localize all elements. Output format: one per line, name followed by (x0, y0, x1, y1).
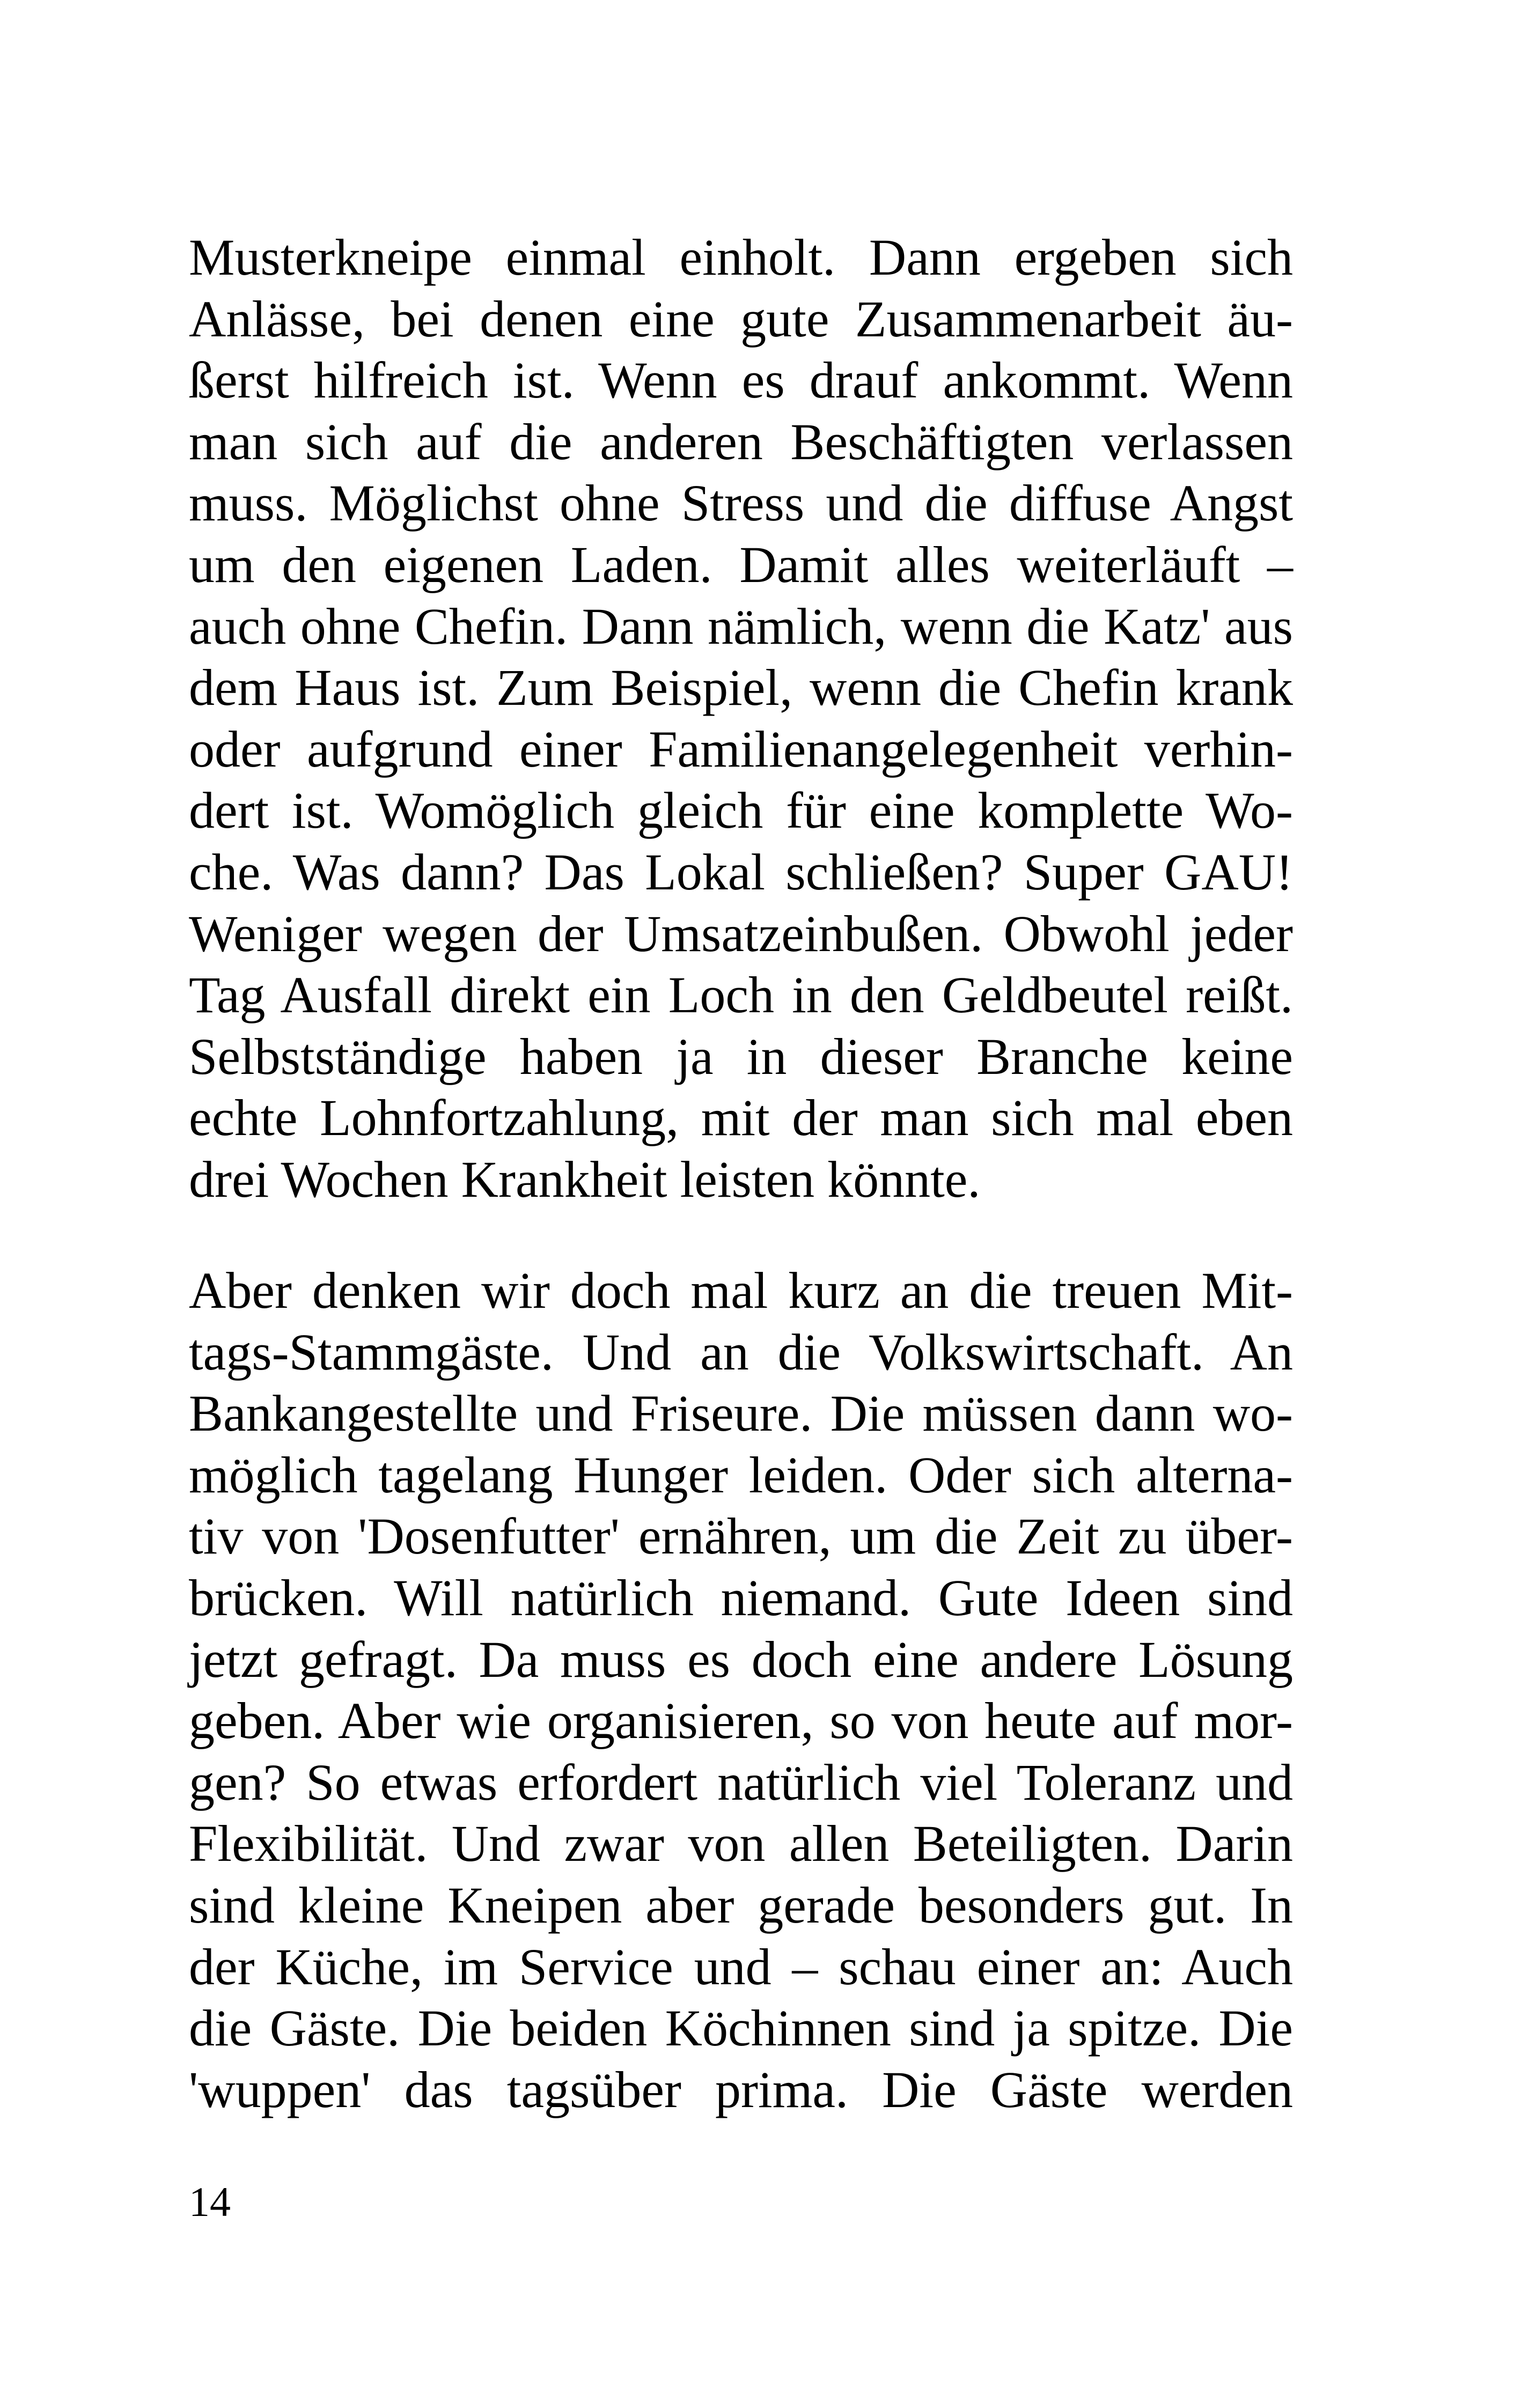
text-line: tags-Stammgäste. Und an die Volkswirtschaft. An (189, 1323, 1293, 1381)
paragraph-1 (189, 227, 1293, 1211)
text-line: Flexibilität. Und zwar von allen Beteiligten. Darin (189, 1815, 1293, 1873)
text-line: Bankangestellte und Friseure. Die müssen dann wo- (189, 1385, 1293, 1442)
text-line: man sich auf die anderen Beschäftigten verlassen (189, 413, 1293, 470)
text-line: möglich tagelang Hunger leiden. Oder sich alterna- (189, 1446, 1293, 1504)
text-line: 'wuppen' das tagsüber prima. Die Gäste werden (189, 2060, 1293, 2118)
text-line: tiv von 'Dosenfutter' ernähren, um die Zeit zu über- (189, 1507, 1293, 1565)
text-line: sind kleine Kneipen aber gerade besonders gut. In (189, 1876, 1293, 1934)
page-number: 14 (189, 2178, 231, 2225)
paragraph-2 (189, 1260, 1293, 2120)
text-line: Anlässe, bei denen eine gute Zusammenarbeit äu- (189, 290, 1293, 348)
text-line: um den eigenen Laden. Damit alles weiterläuft – (189, 535, 1293, 593)
text-line: dem Haus ist. Zum Beispiel, wenn die Chefin krank (189, 659, 1293, 717)
text-line: oder aufgrund einer Familienangelegenheit verhin- (189, 720, 1293, 778)
text-line: geben. Aber wie organisieren, so von heute auf mor- (189, 1692, 1293, 1750)
text-line: Musterkneipe einmal einholt. Dann ergeben sich (189, 229, 1293, 286)
text-line: die Gäste. Die beiden Köchinnen sind ja spitze. Die (189, 1999, 1293, 2057)
text-line: drei Wochen Krankheit leisten könnte. (189, 1150, 981, 1208)
text-line: Selbstständige haben ja in dieser Branche keine (189, 1027, 1293, 1085)
text-line: brücken. Will natürlich niemand. Gute Ideen sind (189, 1568, 1293, 1626)
text-line: muss. Möglichst ohne Stress und die diffuse Angst (189, 474, 1293, 532)
text-line: jetzt gefragt. Da muss es doch eine andere Lösung (189, 1630, 1293, 1688)
text-line: dert ist. Womöglich gleich für eine komplette Wo- (189, 782, 1293, 840)
text-line: Tag Ausfall direkt ein Loch in den Geldbeutel reißt. (189, 966, 1293, 1024)
text-line: ßerst hilfreich ist. Wenn es drauf ankommt. Wenn (189, 351, 1293, 409)
text-line: der Küche, im Service und – schau einer an: Auch (189, 1938, 1293, 1995)
text-line: che. Was dann? Das Lokal schließen? Super GAU! (189, 843, 1293, 901)
text-line: echte Lohnfortzahlung, mit der man sich mal eben (189, 1089, 1293, 1147)
text-line: auch ohne Chefin. Dann nämlich, wenn die Katz' aus (189, 597, 1293, 655)
text-line: gen? So etwas erfordert natürlich viel Toleranz und (189, 1753, 1293, 1811)
text-line: Weniger wegen der Umsatzeinbußen. Obwohl jeder (189, 904, 1293, 962)
text-line: Aber denken wir doch mal kurz an die treuen Mit- (189, 1262, 1293, 1319)
